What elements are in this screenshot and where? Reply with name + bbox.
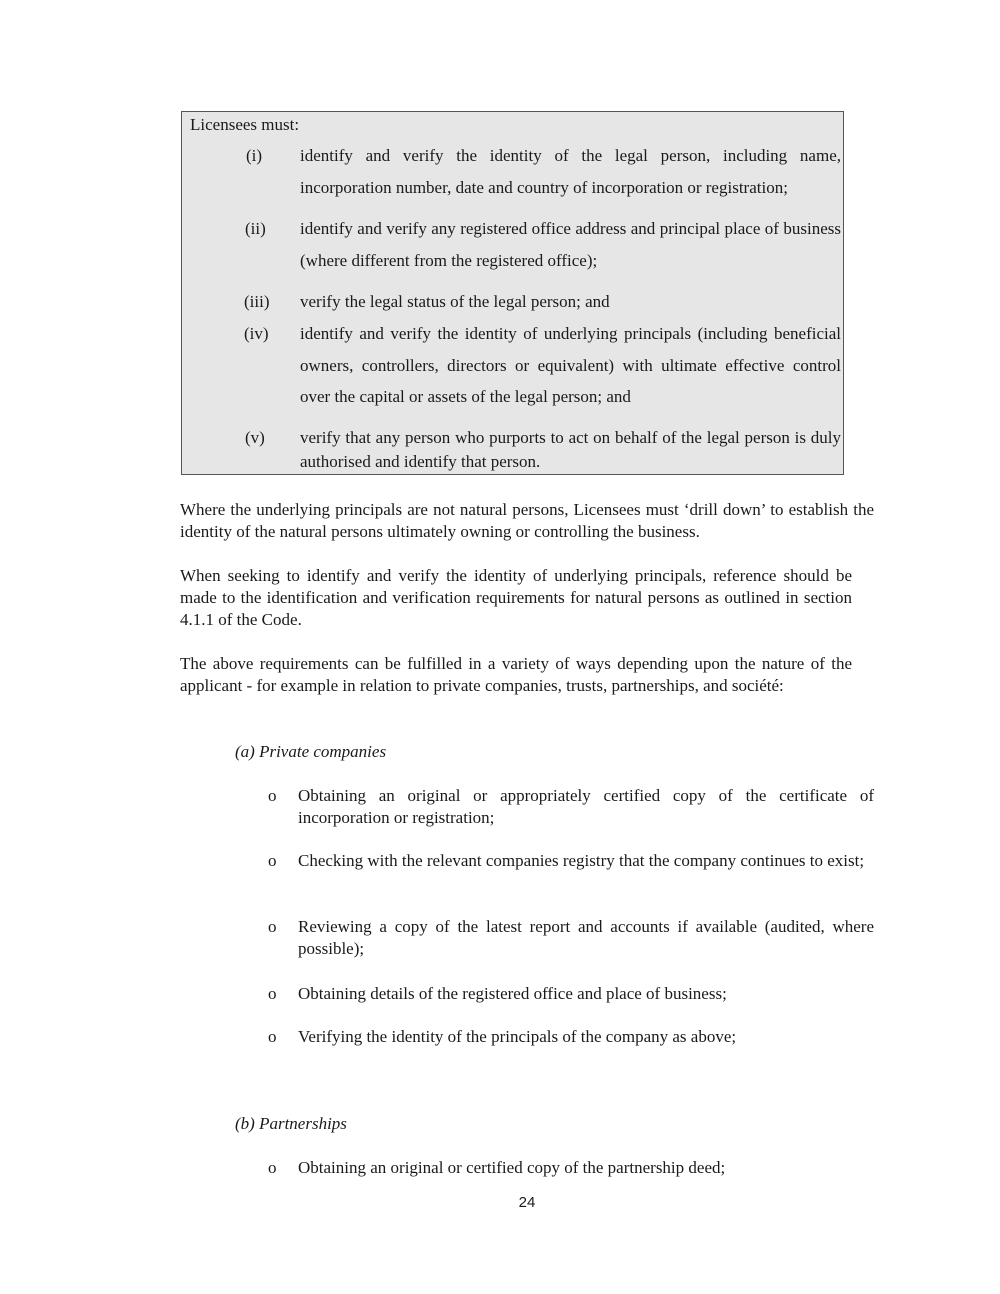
requirement-number: (iii)	[244, 292, 270, 311]
paragraph: When seeking to identify and verify the identity of underlying principals, reference should be made to the identification and verification requirements for natural persons as outlined in section 4.1.1 of the Code.	[180, 566, 852, 629]
requirement-text: identify and verify the identity of the legal person, including name, incorporation number, date and country of incorporation or registration;	[300, 146, 841, 197]
list-item-text: Checking with the relevant companies registry that the company continues to exist;	[298, 851, 865, 870]
requirement-text: verify the legal status of the legal person; and	[300, 292, 610, 311]
list-item-text: Obtaining details of the registered office and place of business;	[298, 984, 727, 1003]
bullet-icon: o	[268, 984, 277, 1003]
box-intro: Licensees must:	[190, 115, 300, 134]
requirement-number: (i)	[246, 146, 263, 165]
requirement-number: (v)	[245, 428, 265, 447]
list-item-text: Obtaining an original or certified copy of the partnership deed;	[298, 1158, 726, 1177]
bullet-icon: o	[268, 851, 277, 870]
requirement-text: identify and verify any registered office address and principal place of business (where different from the registered office);	[300, 219, 841, 270]
list-item-text: Verifying the identity of the principals of the company as above;	[298, 1027, 737, 1046]
requirement-number: (ii)	[245, 219, 266, 238]
paragraph: The above requirements can be fulfilled in a variety of ways depending upon the nature of the applicant - for example in relation to private companies, trusts, partnerships, and société:	[180, 654, 852, 695]
list-item-text: Reviewing a copy of the latest report and accounts if available (audited, where possible);	[298, 917, 874, 958]
page-number: 24	[518, 1194, 536, 1211]
paragraph: Where the underlying principals are not natural persons, Licensees must ‘drill down’ to establish the identity of the natural persons ultimately owning or controlling the business.	[180, 500, 874, 541]
section-heading: (b) Partnerships	[235, 1114, 347, 1133]
requirements-box	[181, 111, 844, 475]
list-item-text: Obtaining an original or appropriately certified copy of the certificate of incorporation or registration;	[298, 786, 874, 827]
requirement-number: (iv)	[244, 324, 269, 343]
bullet-icon: o	[268, 1158, 277, 1177]
bullet-icon: o	[268, 917, 277, 936]
requirement-text: verify that any person who purports to act on behalf of the legal person is duly authorised and identify that person.	[300, 428, 841, 471]
section-heading: (a) Private companies	[235, 742, 387, 761]
requirement-text: identify and verify the identity of underlying principals (including beneficial owners, controllers, directors or equivalent) with ultimate effective control over the capital or assets of the legal person; and	[300, 324, 841, 406]
bullet-icon: o	[268, 1027, 277, 1046]
bullet-icon: o	[268, 786, 277, 805]
